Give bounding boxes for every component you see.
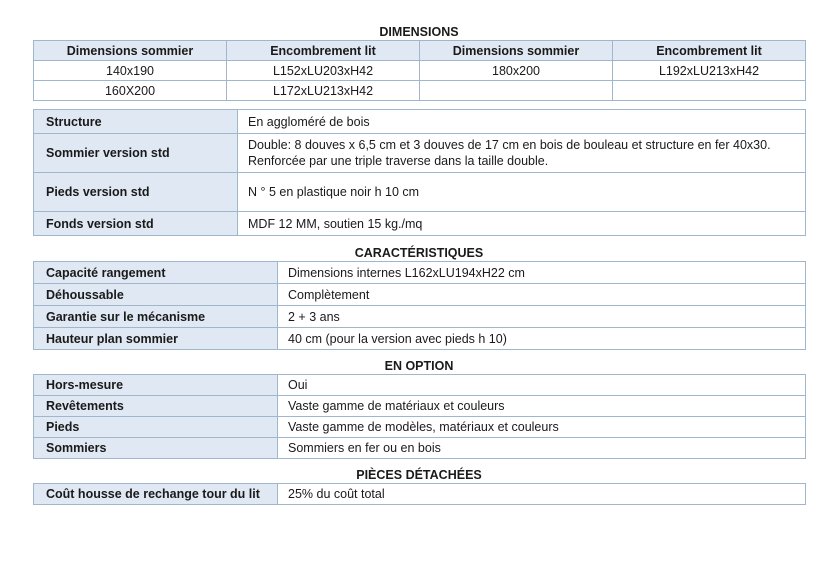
dimensions-header: Encombrement lit <box>613 41 806 61</box>
table-row <box>34 396 806 417</box>
dimensions-header: Encombrement lit <box>227 41 420 61</box>
table-cell: L152xLU203xH42 <box>227 61 420 81</box>
spec-sheet <box>33 24 805 505</box>
structure-table <box>33 109 806 236</box>
caracteristiques-table <box>33 261 806 350</box>
table-row <box>34 61 806 81</box>
row-label: Pieds <box>34 417 278 438</box>
row-label: Sommiers <box>34 438 278 459</box>
row-value: Vaste gamme de matériaux et couleurs <box>278 396 806 417</box>
table-row <box>34 328 806 350</box>
row-value: Complètement <box>278 284 806 306</box>
table-cell: 140x190 <box>34 61 227 81</box>
row-value: Vaste gamme de modèles, matériaux et couleurs <box>278 417 806 438</box>
row-label: Structure <box>34 110 238 134</box>
table-row <box>34 262 806 284</box>
row-value: 40 cm (pour la version avec pieds h 10) <box>278 328 806 350</box>
row-label: Sommier version std <box>34 134 238 173</box>
row-label: Pieds version std <box>34 173 238 212</box>
pieces-table <box>33 483 806 505</box>
pieces-title: PIÈCES DÉTACHÉES <box>356 468 482 482</box>
row-label: Revêtements <box>34 396 278 417</box>
row-value: Dimensions internes L162xLU194xH22 cm <box>278 262 806 284</box>
option-title: EN OPTION <box>384 359 454 373</box>
dimensions-header: Dimensions sommier <box>34 41 227 61</box>
table-row <box>34 81 806 101</box>
table-row <box>34 375 806 396</box>
row-label: Coût housse de rechange tour du lit <box>34 484 278 505</box>
row-value: Sommiers en fer ou en bois <box>278 438 806 459</box>
table-row <box>34 284 806 306</box>
row-label: Hauteur plan sommier <box>34 328 278 350</box>
table-cell: 160X200 <box>34 81 227 101</box>
option-table <box>33 374 806 459</box>
row-value: Double: 8 douves x 6,5 cm et 3 douves de 17 cm en bois de bouleau et structure en fer 40x30. Renforcée par une triple traverse dans la taille double. <box>238 134 806 173</box>
row-value: 2 + 3 ans <box>278 306 806 328</box>
row-label: Capacité rangement <box>34 262 278 284</box>
table-row <box>34 110 806 134</box>
row-label: Hors-mesure <box>34 375 278 396</box>
table-cell <box>420 81 613 101</box>
table-row <box>34 173 806 212</box>
table-row <box>34 417 806 438</box>
table-row <box>34 134 806 173</box>
row-value: 25% du coût total <box>278 484 806 505</box>
row-value: MDF 12 MM, soutien 15 kg./mq <box>238 212 806 236</box>
table-row <box>34 438 806 459</box>
table-row <box>34 306 806 328</box>
table-cell: 180x200 <box>420 61 613 81</box>
dimensions-table <box>33 40 806 101</box>
dimensions-header: Dimensions sommier <box>420 41 613 61</box>
row-value: N ° 5 en plastique noir h 10 cm <box>238 173 806 212</box>
table-row <box>34 484 806 505</box>
dimensions-header-row <box>34 41 806 61</box>
table-cell: L192xLU213xH42 <box>613 61 806 81</box>
dimensions-title: DIMENSIONS <box>379 25 459 39</box>
row-value: Oui <box>278 375 806 396</box>
table-row <box>34 212 806 236</box>
row-label: Garantie sur le mécanisme <box>34 306 278 328</box>
table-cell: L172xLU213xH42 <box>227 81 420 101</box>
table-cell <box>613 81 806 101</box>
row-value: En aggloméré de bois <box>238 110 806 134</box>
row-label: Déhoussable <box>34 284 278 306</box>
caracteristiques-title: CARACTÉRISTIQUES <box>354 246 484 260</box>
row-label: Fonds version std <box>34 212 238 236</box>
